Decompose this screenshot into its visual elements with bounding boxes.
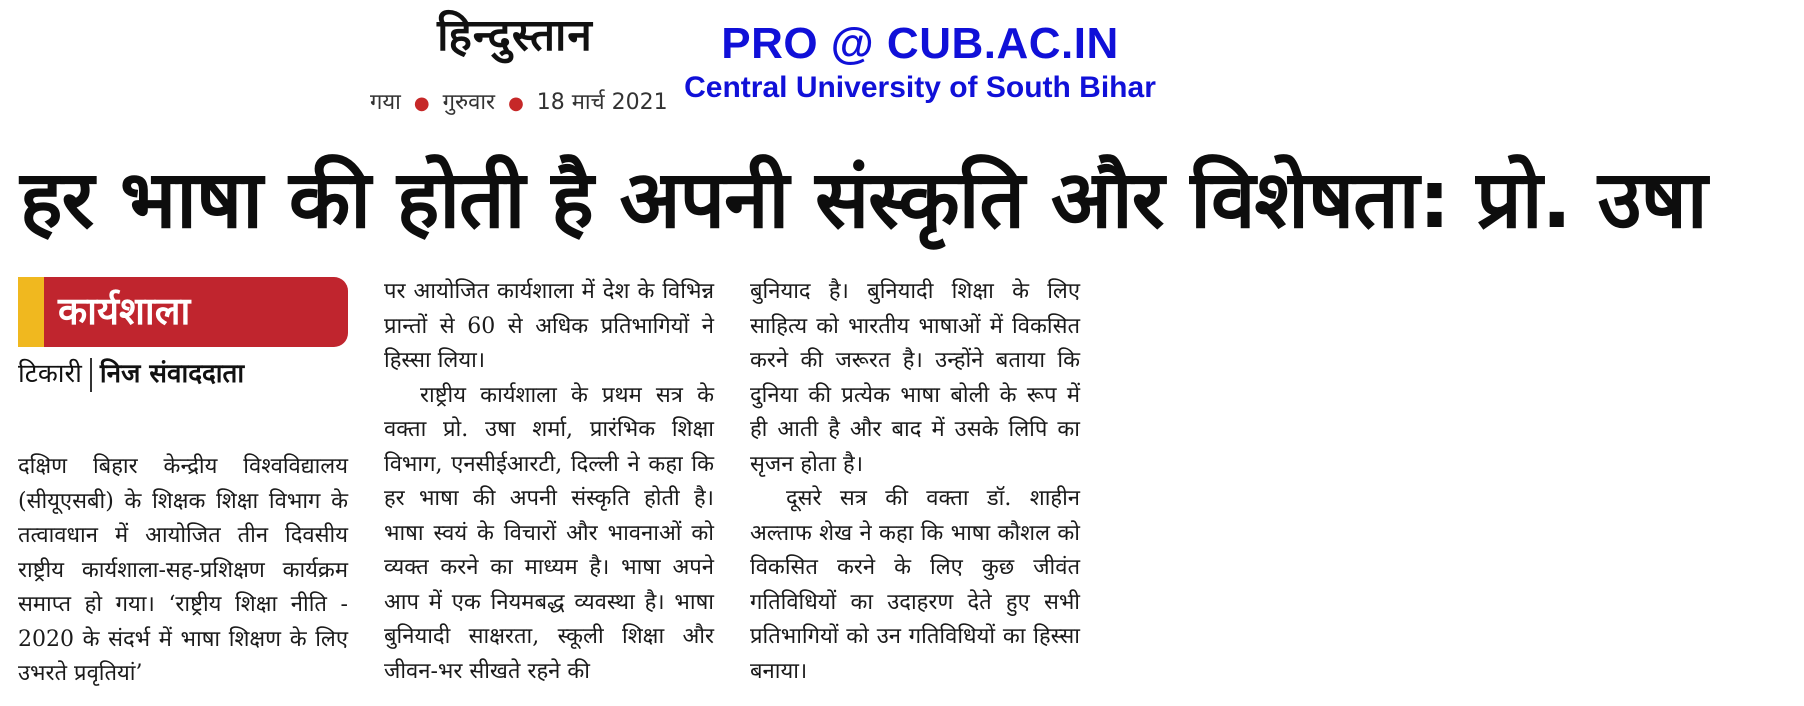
pro-header	[670, 18, 1170, 106]
column-paragraph: दक्षिण बिहार केन्द्रीय विश्वविद्यालय (सीयूएसबी) के शिक्षक शिक्षा विभाग के तत्वावधान में आयोजित तीन दिवसीय राष्ट्रीय कार्यशाला-सह-प्रशिक्षण कार्यक्रम समाप्त हो गया। ‘राष्ट्रीय शिक्षा नीति - 2020 के संदर्भ में भाषा शिक्षण के लिए उभरते प्रवृतियां’	[18, 454, 348, 686]
article-headline: हर भाषा की होती है अपनी संस्कृति और विशेषता: प्रो. उषा	[20, 153, 1707, 246]
column-paragraph: बुनियाद है। बुनियादी शिक्षा के लिए साहित्य को भारतीय भाषाओं में विकसित करने की जरूरत है। उन्होंने बताया कि दुनिया की प्रत्येक भाषा बोली के रूप में ही आती है और बाद में उसके लिपि का सृजन होता है।	[750, 279, 1080, 477]
article-column-2	[384, 275, 714, 689]
tag-label: कार्यशाला	[58, 289, 191, 333]
column-paragraph: दूसरे सत्र की वक्ता डॉ. शाहीन अल्ताफ शेख ने कहा कि भाषा कौशल को विकसित करने के लिए कुछ जीवंत गतिविधियों का उदाहरण देते हुए सभी प्रतिभागियों को उन गतिविधियों का हिस्सा बनाया।	[750, 486, 1080, 684]
byline-location: टिकारी	[18, 359, 82, 389]
article-column-3	[750, 275, 1080, 689]
tag-stripe	[18, 277, 44, 347]
dateline-city: गया	[370, 90, 401, 115]
dateline-day: गुरुवार	[442, 90, 496, 115]
section-tag	[18, 277, 348, 347]
byline-reporter: निज संवाददाता	[99, 359, 245, 389]
newspaper-name: हिन्दुस्तान	[437, 10, 593, 61]
university-name: Central University of South Bihar	[684, 71, 1156, 104]
masthead	[370, 8, 668, 115]
column-paragraph: पर आयोजित कार्यशाला में देश के विभिन्न प्रान्तों से 60 से अधिक प्रतिभागियों ने हिस्सा लिया।	[384, 279, 714, 373]
byline	[18, 354, 244, 394]
separator-dot-icon: ●	[508, 93, 524, 114]
article-column-1	[18, 450, 348, 692]
dateline-date: 18 मार्च 2021	[536, 90, 668, 115]
separator-dot-icon: ●	[413, 93, 430, 114]
byline-divider	[90, 358, 92, 392]
pro-email: PRO @ CUB.AC.IN	[721, 19, 1119, 68]
dateline	[370, 86, 670, 116]
column-paragraph: राष्ट्रीय कार्यशाला के प्रथम सत्र के वक्ता प्रो. उषा शर्मा, प्रारंभिक शिक्षा विभाग, एनसीईआरटी, दिल्ली ने कहा कि हर भाषा की अपनी संस्कृति होती है। भाषा स्वयं के विचारों और भावनाओं को व्यक्त करने का माध्यम है। भाषा अपने आप में एक नियमबद्ध व्यवस्था है। भाषा बुनियादी साक्षरता, स्कूली शिक्षा और जीवन-भर सीखते रहने की	[384, 382, 714, 684]
